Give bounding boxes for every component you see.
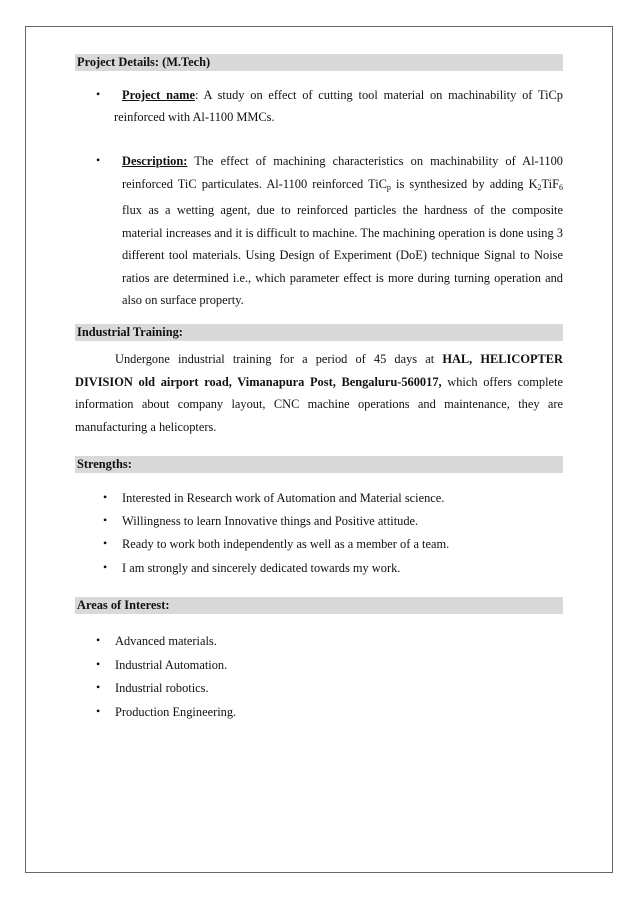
bullet-icon: • bbox=[96, 87, 101, 101]
bullet-icon: • bbox=[103, 490, 108, 504]
section-heading-strengths: Strengths: bbox=[75, 456, 563, 473]
training-paragraph bbox=[75, 348, 563, 438]
bullet-icon: • bbox=[96, 633, 101, 647]
project-description bbox=[122, 150, 563, 312]
list-item: Willingness to learn Innovative things and Positive attitude. bbox=[122, 514, 419, 528]
subscript-2: 2 bbox=[537, 182, 542, 192]
training-location: HAL, HELICOPTER DIVISION old airport road, Vimanapura Post, Bengaluru-560017, bbox=[75, 352, 563, 389]
description-text: flux as a wetting agent, due to reinforced particles the hardness of the composite material increases and it is difficult to machine. The machining operation is done using 3 different tool materials. Using Design of Experiment (DoE) technique Signal to Noise ratios are determined i.e., which parameter effect is more during turning operation and also on surface property. bbox=[122, 203, 563, 307]
list-item: Industrial robotics. bbox=[115, 681, 209, 695]
list-item: Ready to work both independently as well as a member of a team. bbox=[122, 537, 450, 551]
bullet-icon: • bbox=[96, 680, 101, 694]
description-text: The effect of machining characteristics on machinability of Al-1100 reinforced TiC particulates. Al-1100 reinforced TiC bbox=[122, 154, 563, 191]
project-name-text: : A study on effect of cutting tool material on machinability of TiCp bbox=[195, 88, 563, 102]
list-item: Advanced materials. bbox=[115, 634, 217, 648]
description-label: Description: bbox=[122, 154, 188, 168]
section-heading-interests: Areas of Interest: bbox=[75, 597, 563, 614]
bullet-icon: • bbox=[96, 704, 101, 718]
section-heading-training: Industrial Training: bbox=[75, 324, 563, 341]
project-name-label: Project name bbox=[122, 88, 195, 102]
description-text: TiF bbox=[541, 176, 560, 191]
subscript-p: p bbox=[386, 182, 391, 192]
subscript-6: 6 bbox=[559, 182, 564, 192]
bullet-icon: • bbox=[96, 153, 101, 167]
project-name-text-2: reinforced with Al-1100 MMCs. bbox=[114, 110, 275, 124]
training-text: which offers complete information about company layout, CNC machine operations and maintenance, they are manufacturing a helicopters. bbox=[75, 374, 563, 434]
bullet-icon: • bbox=[96, 657, 101, 671]
list-item: Production Engineering. bbox=[115, 705, 237, 719]
bullet-icon: • bbox=[103, 536, 108, 550]
training-text: Undergone industrial training for a period of 45 days at bbox=[115, 352, 443, 366]
description-text: is synthesized by adding K bbox=[390, 176, 538, 191]
bullet-icon: • bbox=[103, 560, 108, 574]
bullet-icon: • bbox=[103, 513, 108, 527]
section-heading-project: Project Details: (M.Tech) bbox=[75, 54, 563, 71]
list-item: Industrial Automation. bbox=[115, 658, 228, 672]
list-item: I am strongly and sincerely dedicated towards my work. bbox=[122, 561, 401, 575]
list-item: Interested in Research work of Automation and Material science. bbox=[122, 491, 445, 505]
project-name-line bbox=[122, 87, 563, 103]
